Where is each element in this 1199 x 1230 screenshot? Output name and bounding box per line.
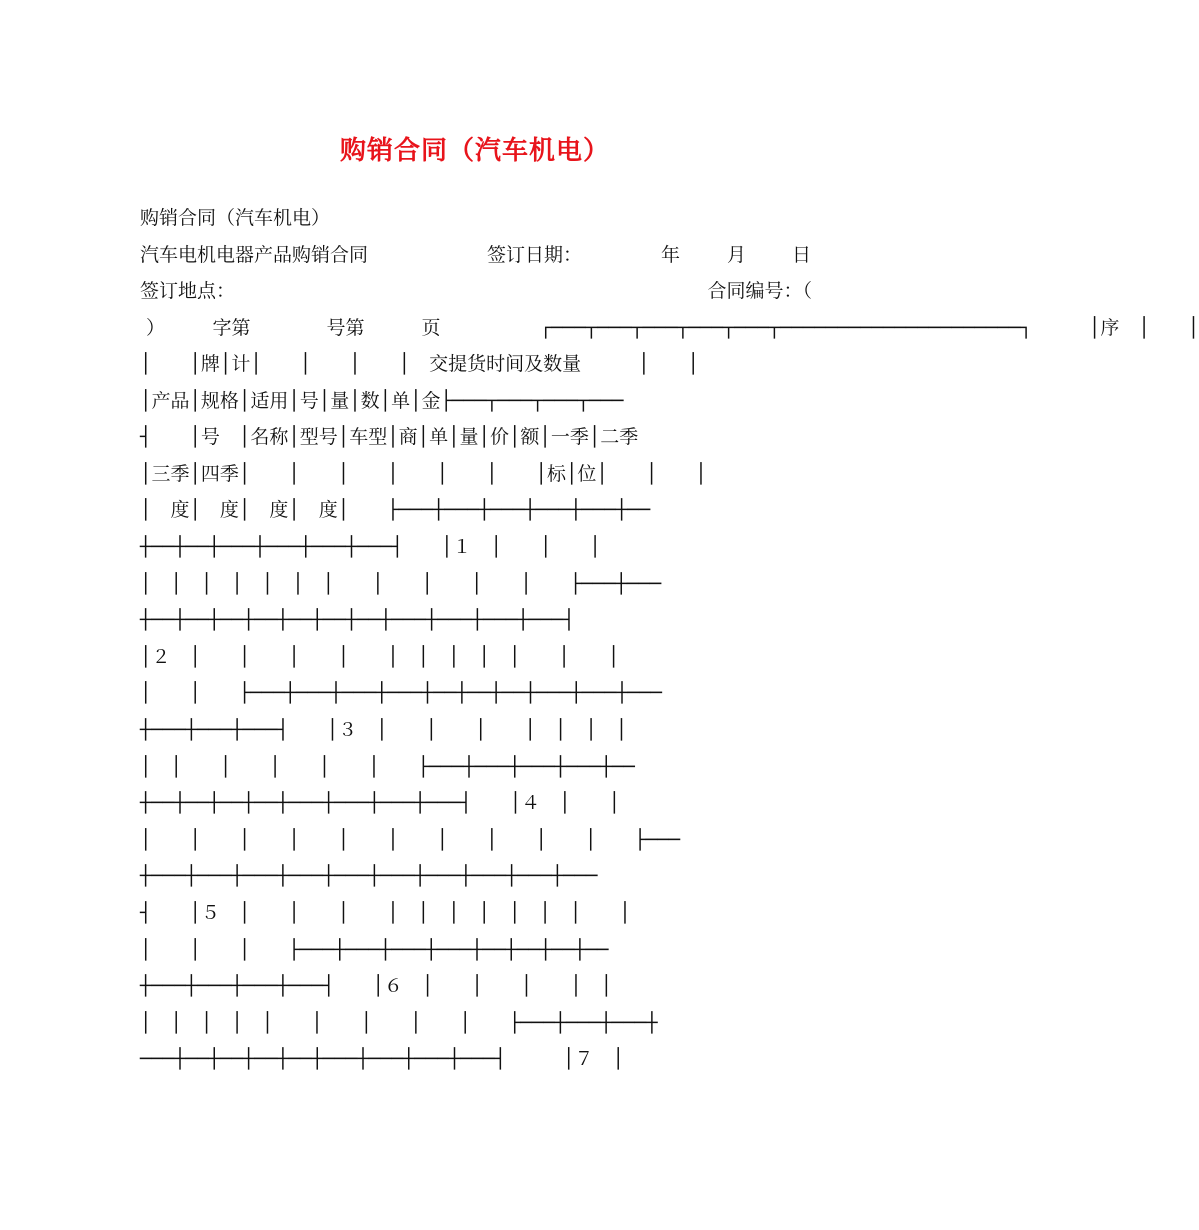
table-line: │ │ │ │ │ │ ├───┼───┼───┼───┼── — [140, 755, 635, 778]
table-line: │ │ ├───┼───┼───┼───┼──┼──┼──┼───┼───┼─── — [140, 682, 663, 705]
sign-place-label: 签订地点： — [140, 280, 236, 302]
subtitle: 购销合同（汽车机电） — [140, 207, 331, 229]
table-line: ┤ │５ │ │ │ │ │ │ │ │ │ │ │ — [140, 902, 631, 924]
table-line: ┼──┼──┼───┼───┼───┼───┤ │１ │ │ │ — [140, 536, 601, 558]
table-line: ┼───┼───┼───┼───┤ │６ │ │ │ │ │ — [140, 975, 613, 998]
table-line: │三季│四季│ │ │ │ │ │ │标│位│ │ │ — [140, 462, 707, 485]
table-line: ┼──┼──┼──┼──┼───┼───┼───┼───┤ │４ │ │ — [140, 792, 621, 815]
contract-no-label: 合同编号：（ — [707, 280, 812, 302]
table-line: ┼──┼──┼──┼──┼──┼──┼──┼───┼───┼───┼───┤ — [140, 609, 575, 632]
table-line: │ │ │ ├───┼───┼───┼───┼──┼──┼──┼── — [140, 938, 609, 961]
contract-name: 汽车电机电器产品购销合同 — [140, 244, 369, 266]
table-line: │ │ │ │ │ │ │ │ │ │ │ ├───┼─── — [140, 572, 662, 595]
reference-text: ） 字第 号第 页 — [146, 317, 441, 339]
table-line: │ │ │ │ │ │ │ │ │ ├───┼───┼───┼ — [140, 1011, 658, 1034]
document-title: 购销合同（汽车机电） — [339, 136, 610, 166]
contract-header-row — [140, 237, 812, 273]
year-label: 年 — [661, 244, 681, 266]
table-line: ┤ │号 │名称│型号│车型│商│单│量│价│额│一季│二季 — [140, 426, 639, 449]
table-line: │ │ │ │ │ │ │ │ │ │ ├─── — [140, 828, 681, 851]
table-line: ┌───┬───┬───┬───┬───┬─────────────────────┐ │序 │ │ — [540, 317, 1199, 339]
sign-date-label: 签订日期： — [487, 244, 583, 266]
table-line: │ 度│ 度│ 度│ 度│ ├───┼───┼───┼───┼───┼── — [140, 499, 651, 522]
table-line: ───┼──┼──┼──┼──┼───┼───┼───┼───┤ │７ │ — [140, 1048, 624, 1071]
place-number-row — [140, 273, 812, 309]
table-line: │２ │ │ │ │ │ │ │ │ │ │ │ — [140, 645, 620, 668]
table-line: │ │牌│计│ │ │ │ 交提货时间及数量 │ │ — [140, 353, 699, 375]
table-line: ┼───┼───┼───┤ │３ │ │ │ │ │ │ │ — [140, 719, 628, 741]
day-label: 日 — [792, 244, 812, 266]
reference-line — [140, 310, 1199, 346]
table-line: ┼───┼───┼───┼───┼───┼───┼───┼───┼───┼─── — [140, 865, 598, 888]
table-line: │产品│规格│适用│号│量│数│单│金├───┬───┬───┬─── — [140, 389, 624, 412]
month-label: 月 — [727, 244, 747, 266]
